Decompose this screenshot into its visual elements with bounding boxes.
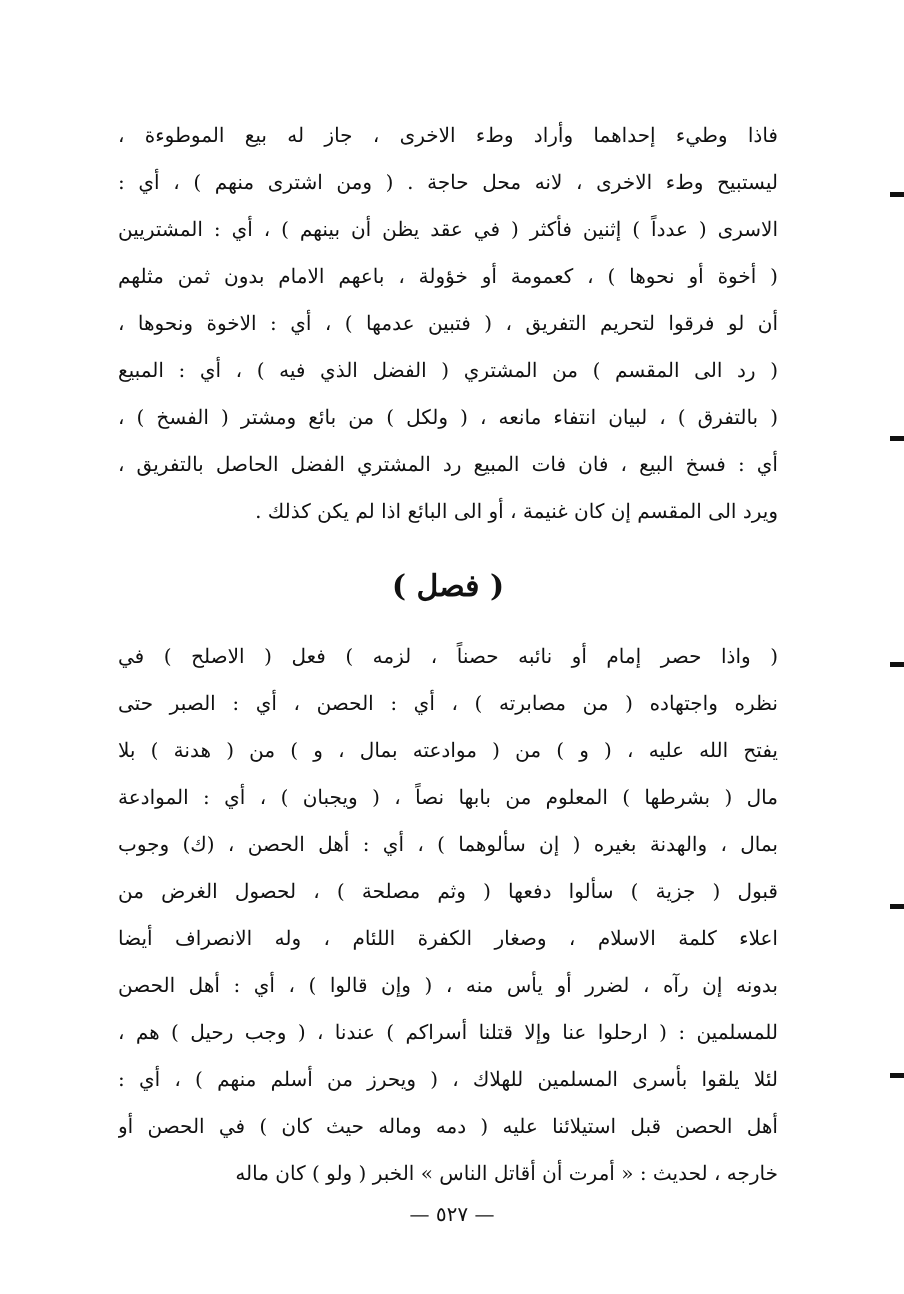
- edge-mark: [890, 662, 904, 667]
- text-line: لئلا يلقوا بأسرى المسلمين للهلاك ، ( ويحرز من أسلم منهم ) ، أي :: [118, 1067, 778, 1091]
- paragraph-1: [118, 112, 778, 535]
- text-line: أن لو فرقوا لتحريم التفريق ، ( فتبين عدمها ) ، أي : الاخوة ونحوها ،: [118, 311, 778, 335]
- text-line: مال ( بشرطها ) المعلوم من بابها نصاً ، ( ويجبان ) ، أي : الموادعة: [118, 785, 778, 809]
- text-line: ( بالتفرق ) ، لبيان انتفاء مانعه ، ( ولكل ) من بائع ومشتر ( الفسخ ) ،: [118, 405, 778, 429]
- page-body: [118, 112, 778, 1197]
- text-line: خارجه ، لحديث : « أمرت أن أقاتل الناس » الخبر ( ولو ) كان ماله: [235, 1161, 778, 1185]
- text-line: للمسلمين : ( ارحلوا عنا وإلا قتلنا أسراكم ) عندنا ، ( وجب رحيل ) هم ،: [118, 1020, 778, 1044]
- paragraph-2: [118, 633, 778, 1197]
- text-line: يفتح الله عليه ، ( و ) من ( موادعته بمال ، و ) من ( هدنة ) بلا: [118, 738, 778, 762]
- text-line: ( أخوة أو نحوها ) ، كعمومة أو خؤولة ، باعهم الامام بدون ثمن مثلهم: [118, 264, 778, 288]
- text-line: ( رد الى المقسم ) من المشتري ( الفضل الذي فيه ) ، أي : المبيع: [118, 358, 778, 382]
- text-line: فاذا وطيء إحداهما وأراد وطء الاخرى ، جاز له بيع الموطوءة ،: [118, 123, 778, 147]
- text-line: قبول ( جزية ) سألوا دفعها ( وثم مصلحة ) ، لحصول الغرض من: [118, 879, 778, 903]
- text-line: أهل الحصن قبل استيلائنا عليه ( دمه وماله حيث كان ) في الحصن أو: [118, 1114, 778, 1138]
- text-line: بدونه إن رآه ، لضرر أو يأس منه ، ( وإن قالوا ) ، أي : أهل الحصن: [118, 973, 778, 997]
- section-heading: ( فصل ): [391, 569, 505, 604]
- text-line: ( واذا حصر إمام أو نائبه حصناً ، لزمه ) فعل ( الاصلح ) في: [118, 644, 778, 668]
- page-number: — ٥٢٧ —: [409, 1202, 495, 1226]
- text-line: نظره واجتهاده ( من مصابرته ) ، أي : الحصن ، أي : الصبر حتى: [118, 691, 778, 715]
- text-line: ويرد الى المقسم إن كان غنيمة ، أو الى البائع اذا لم يكن كذلك .: [255, 499, 778, 523]
- edge-mark: [890, 192, 904, 197]
- text-line: الاسرى ( عدداً ) إثنين فأكثر ( في عقد يظن أن بينهم ) ، أي : المشتريين: [118, 217, 778, 241]
- edge-mark: [890, 1073, 904, 1078]
- text-line: أي : فسخ البيع ، فان فات المبيع رد المشتري الفضل الحاصل بالتفريق ،: [118, 452, 778, 476]
- text-line: اعلاء كلمة الاسلام ، وصغار الكفرة اللئام ، وله الانصراف أيضا: [118, 926, 778, 950]
- edge-mark: [890, 904, 904, 909]
- text-line: بمال ، والهدنة بغيره ( إن سألوهما ) ، أي : أهل الحصن ، (ك) وجوب: [118, 832, 778, 856]
- edge-mark: [890, 436, 904, 441]
- text-line: ليستبيح وطء الاخرى ، لانه محل حاجة . ( ومن اشترى منهم ) ، أي :: [118, 170, 778, 194]
